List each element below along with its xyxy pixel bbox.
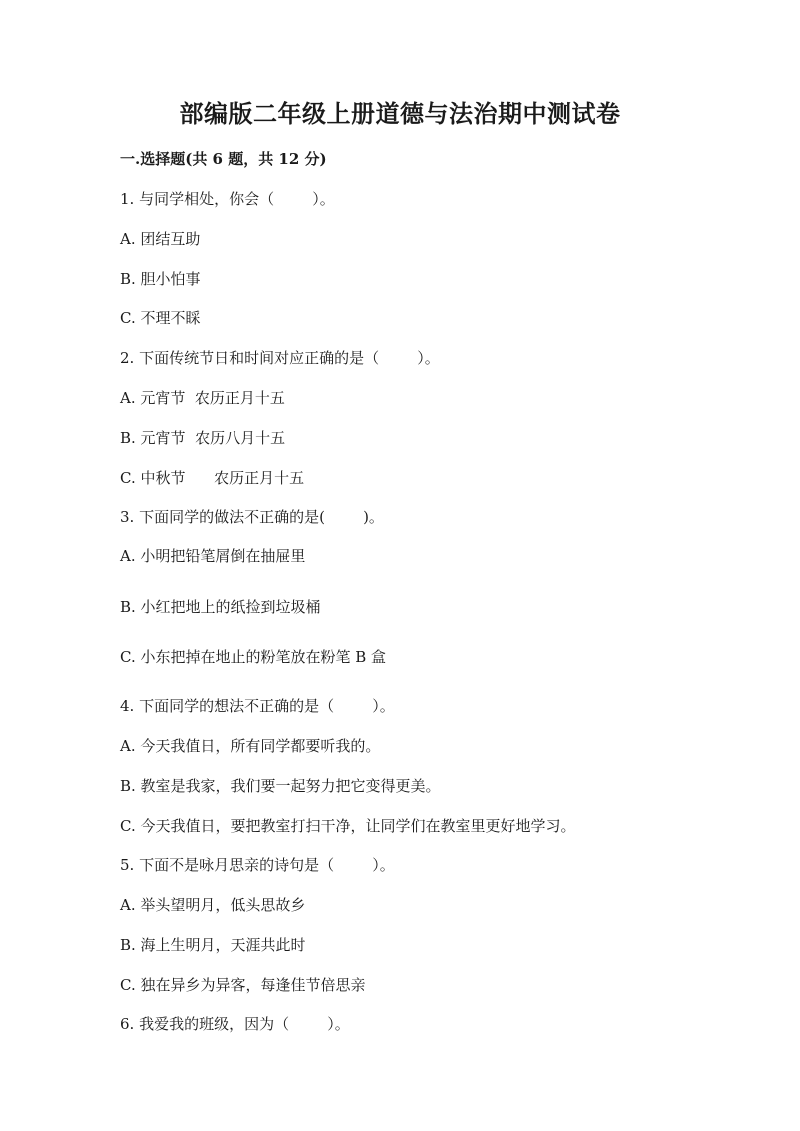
question-3-option-a: A. 小明把铅笔屑倒在抽屉里 — [120, 547, 306, 565]
question-3-stem: 3. 下面同学的做法不正确的是( )。 — [120, 508, 384, 526]
question-5-stem: 5. 下面不是咏月思亲的诗句是（ ）。 — [120, 856, 395, 874]
question-5-option-a: A. 举头望明月，低头思故乡 — [120, 896, 306, 914]
question-5-option-b: B. 海上生明月，天涯共此时 — [120, 936, 306, 954]
question-3-option-b: B. 小红把地上的纸捡到垃圾桶 — [120, 598, 321, 616]
question-4-option-c: C. 今天我值日，要把教室打扫干净，让同学们在教室里更好地学习。 — [120, 817, 576, 835]
question-2-option-a: A. 元宵节 农历正月十五 — [120, 389, 285, 407]
question-6-stem: 6. 我爱我的班级，因为（ ）。 — [120, 1015, 350, 1033]
question-4-option-a: A. 今天我值日，所有同学都要听我的。 — [120, 737, 381, 755]
question-2-option-b: B. 元宵节 农历八月十五 — [120, 429, 286, 447]
exam-title: 部编版二年级上册道德与法治期中测试卷 — [179, 99, 621, 128]
question-1-option-c: C. 不理不睬 — [120, 309, 201, 327]
question-1-option-b: B. 胆小怕事 — [120, 270, 201, 288]
question-4-stem: 4. 下面同学的想法不正确的是（ ）。 — [120, 697, 395, 715]
question-1-option-a: A. 团结互助 — [120, 230, 201, 248]
question-4-option-b: B. 教室是我家，我们要一起努力把它变得更美。 — [120, 777, 441, 795]
question-3-option-c: C. 小东把掉在地止的粉笔放在粉笔 B 盒 — [120, 648, 387, 666]
question-1-stem: 1. 与同学相处，你会（ ）。 — [120, 190, 335, 208]
question-2-option-c: C. 中秋节 农历正月十五 — [120, 469, 305, 487]
section-heading: 一.选择题(共 6 题，共 12 分) — [120, 150, 327, 168]
question-2-stem: 2. 下面传统节日和时间对应正确的是（ ）。 — [120, 349, 440, 367]
question-5-option-c: C. 独在异乡为异客，每逢佳节倍思亲 — [120, 976, 366, 994]
